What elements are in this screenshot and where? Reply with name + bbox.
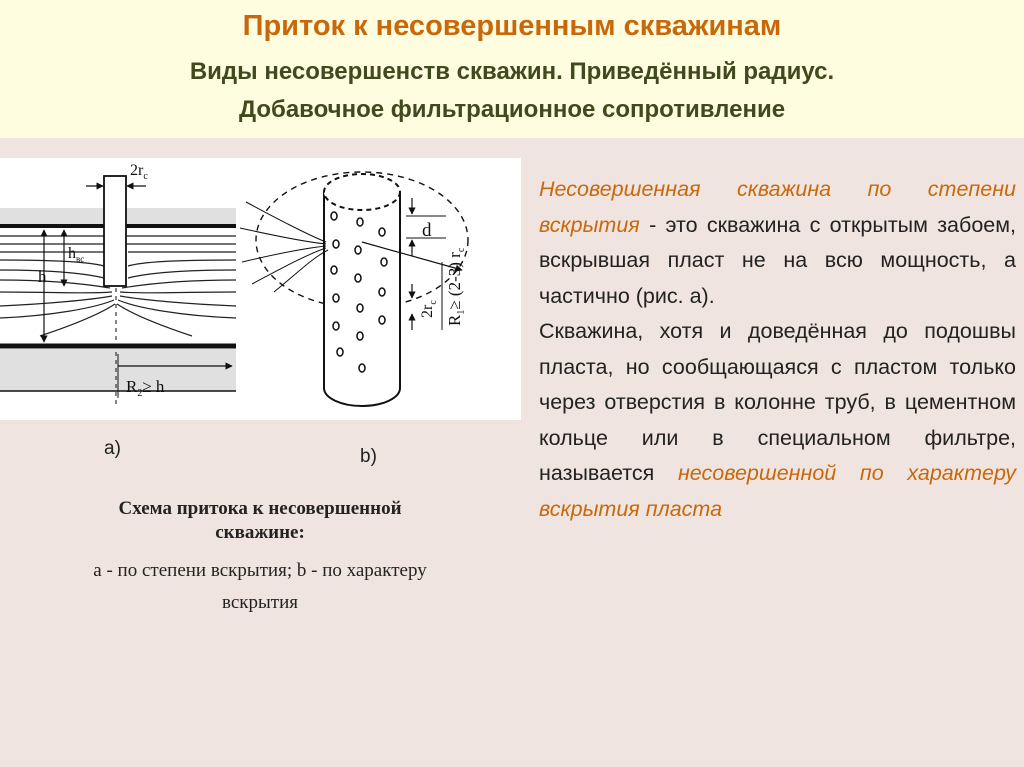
caption-line-4: вскрытия <box>222 592 298 613</box>
inflow-lines <box>240 202 328 292</box>
paragraph-1-text: - это скважина с открытым забоем, вскрывшая пласт не на всю мощность, а частично (рис. а). <box>539 212 1016 308</box>
figure-a-diagram <box>0 158 236 420</box>
slide-subtitle-2: Добавочное фильтрационное сопротивление <box>238 96 786 123</box>
slide-subtitle-1: Виды несовершенств скважин. Приведённый радиус. <box>189 58 835 85</box>
body-text <box>539 172 1016 527</box>
caption-line-1: Схема притока к несовершенной <box>118 498 402 519</box>
svg-text:R1≥ (2-3) rc: $R_1\ge (2-3)$ $r_c$ <box>445 247 467 326</box>
svg-text:R2≥ h: $R_2\ge h$ <box>126 377 165 399</box>
well-casing <box>104 176 126 286</box>
slide-title: Приток к несовершенным скважинам <box>242 10 782 42</box>
term-by-penetration-degree: Несовершенная скважина по степени вскрытия <box>539 177 1016 237</box>
svg-text:d: d <box>422 220 432 241</box>
caption-line-2: скважине: <box>215 522 305 543</box>
header <box>0 0 1024 138</box>
caption-line-3: а - по степени вскрытия; b - по характеру <box>93 560 427 581</box>
figure-b <box>236 158 521 420</box>
svg-text:h: h <box>38 267 47 286</box>
svg-text:hвс: $h_{вс}$ <box>68 245 85 264</box>
figure-a <box>0 158 236 420</box>
svg-text:2rc: $2r_c$ <box>130 162 148 182</box>
paragraph-2-text: Скважина, хотя и доведённая до подошвы пласта, но сообщающаяся с пластом только через отверстия в колонне труб, в цементном кольце или в специальном фильтре, называется <box>539 319 1016 485</box>
svg-text:2rc: $2r_c$ <box>419 300 439 318</box>
figure-b-label: b) <box>360 446 377 467</box>
term-by-penetration-character: несовершенной по характеру вскрытия пласта <box>539 461 1016 521</box>
figure-a-label: а) <box>104 438 121 459</box>
figure-b-diagram <box>236 158 521 420</box>
